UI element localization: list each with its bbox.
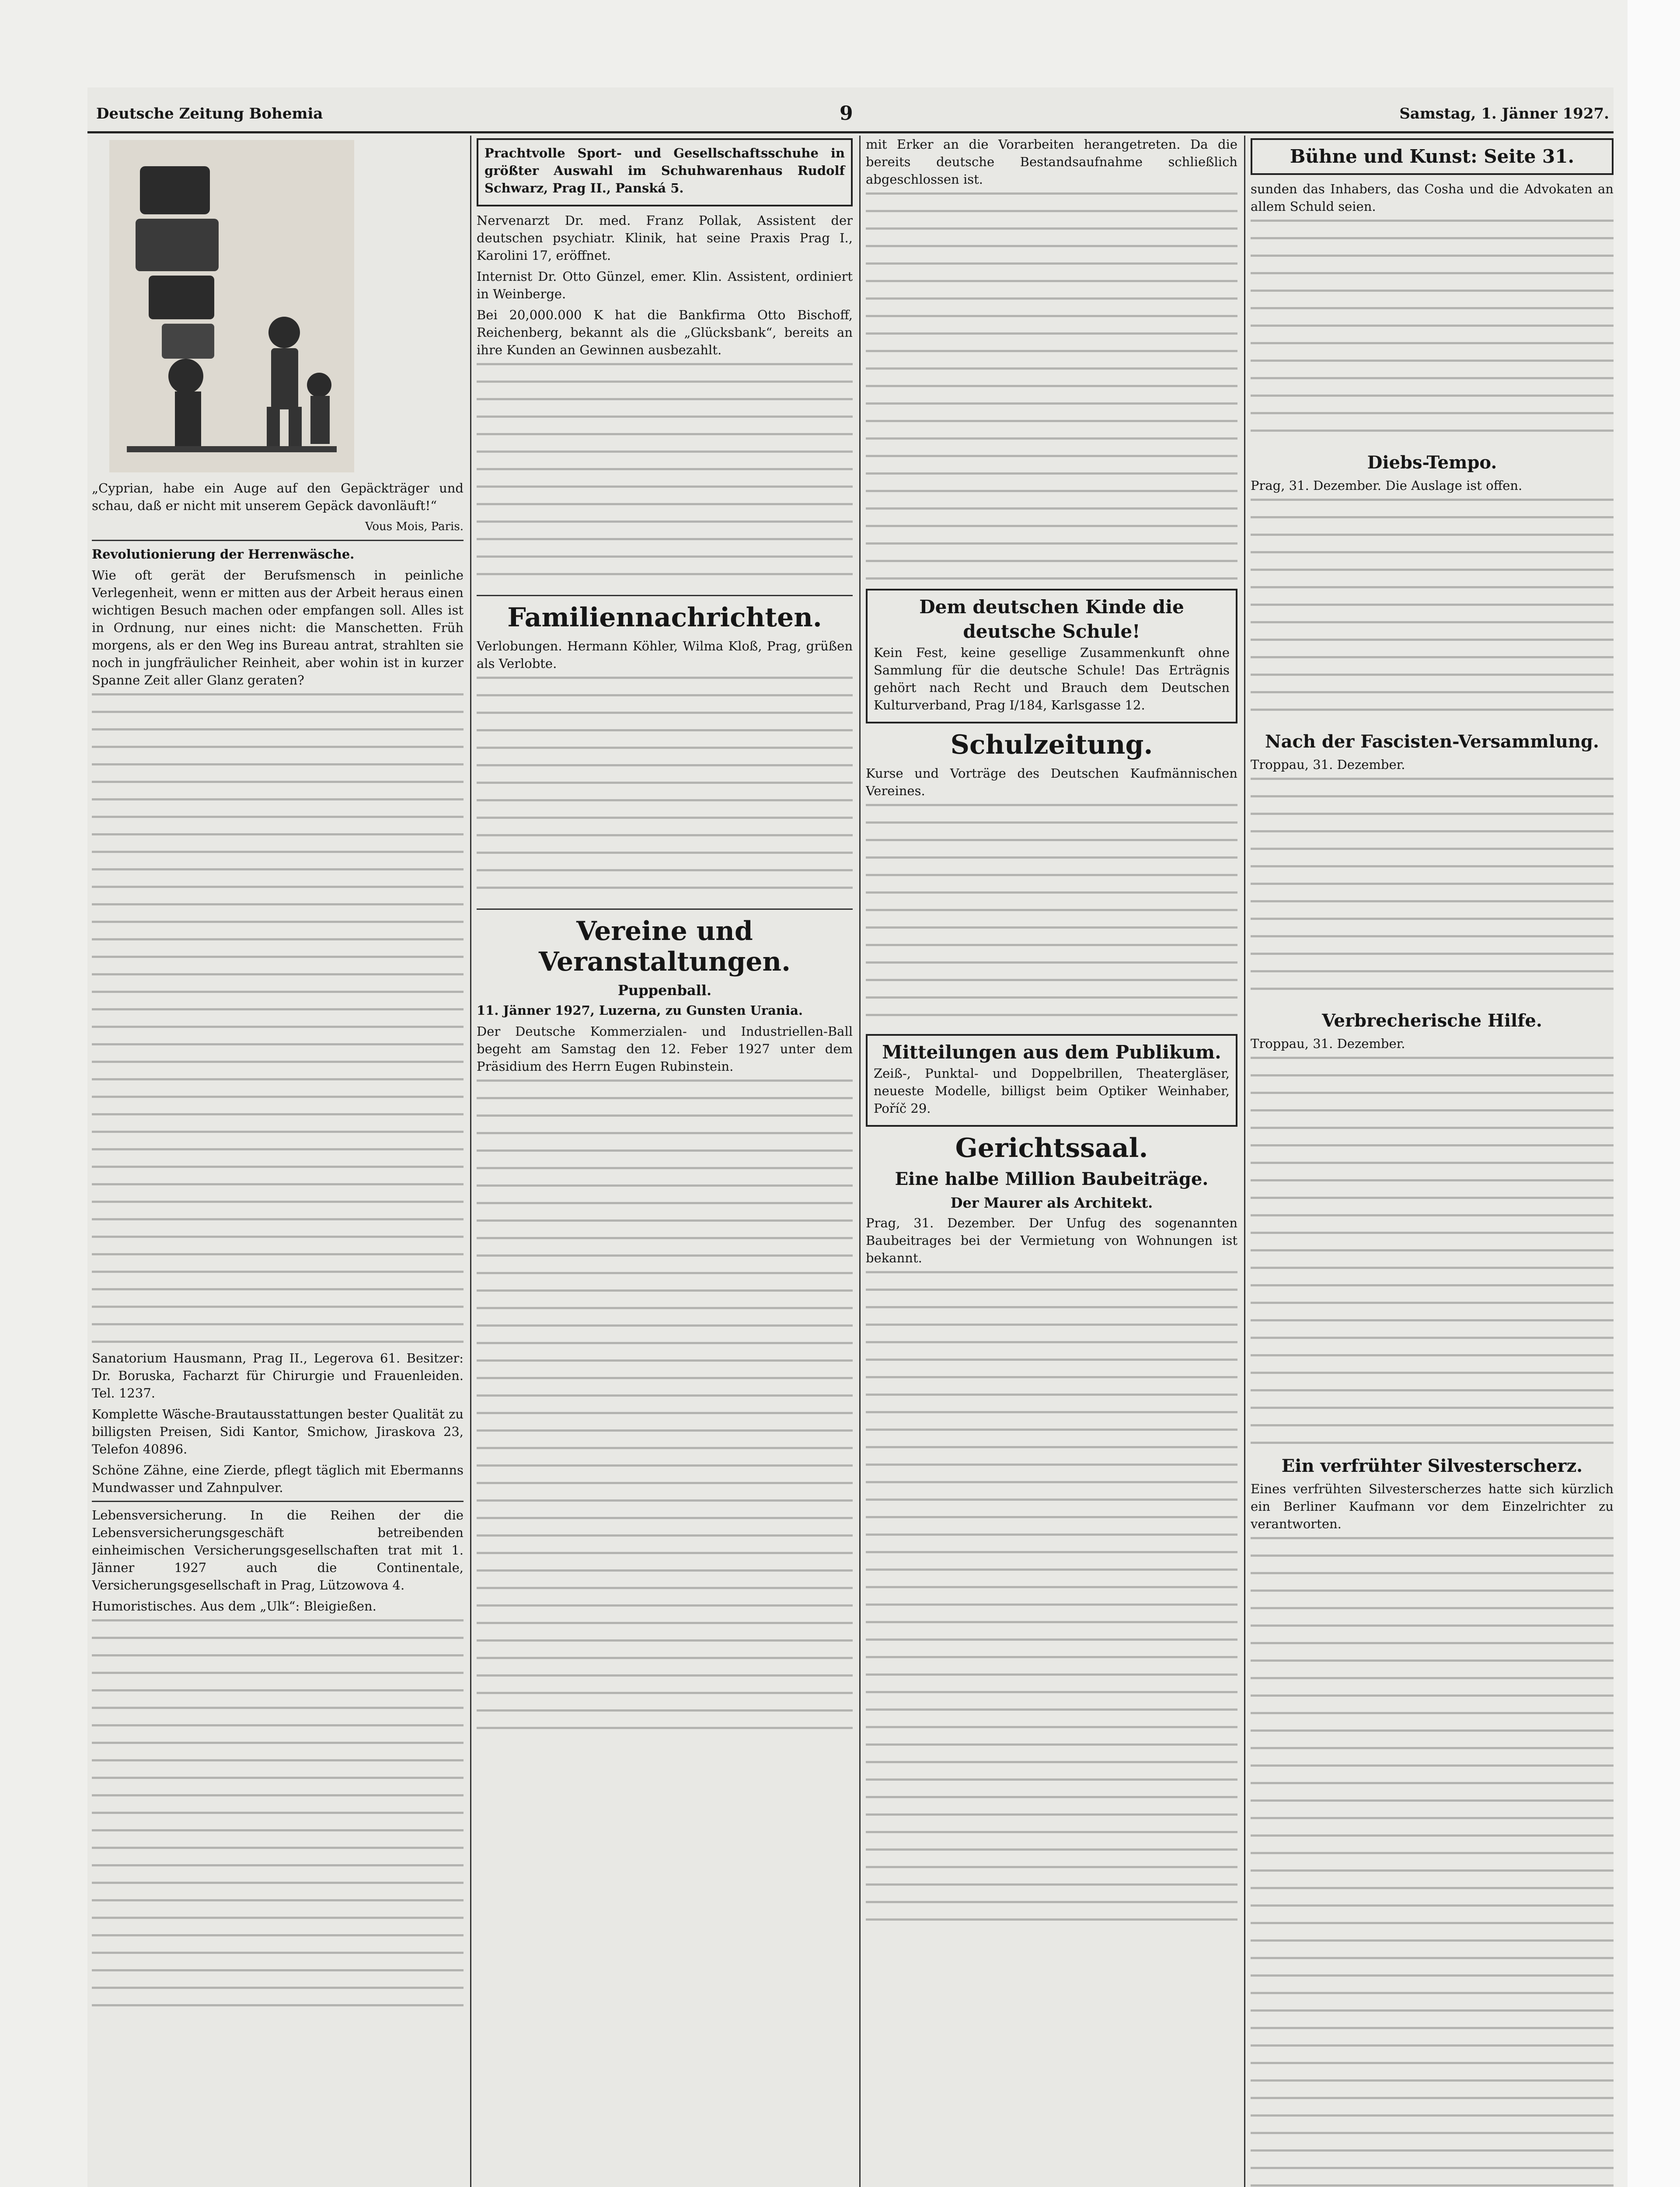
section-divider — [92, 540, 464, 541]
cartoon-luggage-porter-illustration — [109, 140, 354, 472]
scan-margin — [1628, 0, 1680, 2187]
body-text-lines — [1251, 220, 1614, 447]
puppet-ball-subheading: 11. Jänner 1927, Luzerna, zu Gunsten Urania. — [477, 1003, 803, 1018]
theater-art-reference-title: Bühne und Kunst: Seite 31. — [1290, 146, 1575, 167]
section-divider — [477, 595, 853, 596]
events-text: Der Deutsche Kommerzialen- und Industriellen-Ball begeht am Samstag den 12. Feber 1927 unter dem Präsidium des Herrn Eugen Rubinstein. — [477, 1024, 853, 1074]
court-news-heading: Gerichtssaal. — [955, 1133, 1148, 1163]
criminal-help-heading: Verbrecherische Hilfe. — [1322, 1010, 1542, 1031]
column-4-intro-text: sunden das Inhabers, das Cosha und die Advokaten an allem Schuld seien. — [1251, 182, 1614, 214]
puppet-ball-heading: Puppenball. — [617, 982, 712, 999]
issue-date: Samstag, 1. Jänner 1927. — [1399, 105, 1609, 122]
shoe-store-advertisement — [477, 138, 853, 206]
body-text-lines — [1251, 1537, 1614, 2187]
public-announcements-text: Zeiß-, Punktal- und Doppelbrillen, Theatergläser, neueste Modelle, billigst beim Optiker Weinhaber, Poříč 29. — [874, 1066, 1230, 1116]
body-text-lines — [866, 1271, 1237, 1927]
body-text-lines — [477, 677, 853, 904]
notice-humor: Humoristisches. Aus dem „Ulk“: Bleigießen. — [92, 1599, 376, 1614]
silvester-prank-text: Eines verfrühten Silvesterscherzes hatte sich kürzlich ein Berliner Kaufmann vor dem Einzelrichter zu verantworten. — [1251, 1481, 1614, 1531]
column-rule — [1244, 136, 1245, 2187]
lead-article-title: Revolutionierung der Herrenwäsche. — [92, 547, 355, 562]
notice-internist: Internist Dr. Otto Günzel, emer. Klin. Assistent, ordiniert in Weinberge. — [477, 269, 853, 301]
column-rule — [470, 136, 471, 2187]
section-divider — [92, 1501, 464, 1502]
theft-article-heading: Diebs-Tempo. — [1367, 452, 1497, 473]
cartoon-caption: „Cyprian, habe ein Auge auf den Gepäckträger und schau, daß er nicht mit unserem Gepäck davonläuft!“ — [92, 481, 464, 513]
column-4 — [1251, 136, 1614, 2187]
family-news-heading: Familiennachrichten. — [507, 602, 822, 633]
court-article-text: Prag, 31. Dezember. Der Unfug des sogenannten Baubeitrages bei der Vermietung von Wohnungen ist bekannt. — [866, 1216, 1237, 1265]
page-header — [87, 101, 1614, 133]
theater-art-reference-box — [1251, 138, 1614, 175]
newspaper-page — [87, 87, 1614, 2187]
page-number: 9 — [840, 102, 853, 125]
column-1 — [92, 136, 464, 2187]
family-news-text: Verlobungen. Hermann Köhler, Wilma Kloß, Prag, grüßen als Verlobte. — [477, 639, 853, 671]
column-3 — [866, 136, 1237, 2187]
fascist-meeting-heading: Nach der Fascisten-Versammlung. — [1265, 731, 1599, 752]
shoe-store-ad-text: Prachtvolle Sport- und Gesellschaftsschuhe in größter Auswahl im Schuhwarenhaus Rudolf Schwarz, Prag II., Panská 5. — [484, 146, 845, 196]
criminal-help-text: Troppau, 31. Dezember. — [1251, 1036, 1405, 1051]
body-text-lines — [1251, 778, 1614, 1005]
notice-trousseau: Komplette Wäsche-Brautausstattungen bester Qualität zu billigsten Preisen, Sidi Kantor, Smichow, Jiraskova 23, Telefon 40896. — [92, 1407, 464, 1457]
court-article-subtitle: Der Maurer als Architekt. — [950, 1195, 1153, 1211]
masthead: Deutsche Zeitung Bohemia — [96, 105, 323, 122]
notice-sanatorium: Sanatorium Hausmann, Prag II., Legerova 61. Besitzer: Dr. Boruska, Facharzt für Chirurgie und Frauenleiden. Tel. 1237. — [92, 1351, 464, 1401]
school-news-heading: Schulzeitung. — [950, 730, 1153, 760]
notice-lottery-bank: Bei 20,000.000 K hat die Bankfirma Otto Bischoff, Reichenberg, bekannt als die „Glücksbank“, bereits an ihre Kunden an Gewinnen ausbezahlt. — [477, 307, 853, 357]
german-school-appeal-box — [866, 589, 1237, 723]
section-divider — [477, 908, 853, 910]
body-text-lines — [477, 363, 853, 590]
notice-mouthwash: Schöne Zähne, eine Zierde, pflegt täglich mit Ebermanns Mundwasser und Zahnpulver. — [92, 1463, 464, 1495]
body-text-lines — [477, 1080, 853, 1736]
column-3-top-text: mit Erker an die Vorarbeiten herangetreten. Da die bereits deutsche Bestandsaufnahme schließlich abgeschlossen ist. — [866, 137, 1237, 187]
body-text-lines — [92, 1619, 464, 2013]
body-text-lines — [1251, 499, 1614, 726]
court-article-title: Eine halbe Million Baubeiträge. — [895, 1169, 1209, 1189]
column-rule — [859, 136, 861, 2187]
school-news-text: Kurse und Vorträge des Deutschen Kaufmännischen Vereines. — [866, 766, 1237, 798]
cartoon-credit: Vous Mois, Paris. — [365, 520, 464, 533]
public-announcements-box — [866, 1034, 1237, 1127]
notice-insurance: Lebensversicherung. In die Reihen der die Lebensversicherungsgeschäft betreibenden einheimischen Versicherungsgesellschaften trat mit 1. Jänner 1927 auch die Continentale, Versicherungsgesellschaft in Prag, Lützowova 4. — [92, 1508, 464, 1593]
body-text-lines — [866, 804, 1237, 1031]
fascist-meeting-text: Troppau, 31. Dezember. — [1251, 757, 1405, 772]
theft-article-text: Prag, 31. Dezember. Die Auslage ist offen. — [1251, 478, 1523, 493]
events-heading: Vereine und Veranstaltungen. — [538, 916, 791, 977]
column-2 — [477, 136, 853, 2187]
body-text-lines — [866, 192, 1237, 586]
german-school-appeal-text: Kein Fest, keine gesellige Zusammenkunft ohne Sammlung für die deutsche Schule! Das Erträgnis gehört nach Recht und Brauch dem Deutschen Kulturverband, Prag I/184, Karlsgasse 12. — [874, 645, 1230, 713]
body-text-lines — [92, 693, 464, 1349]
notice-nervenarzt: Nervenarzt Dr. med. Franz Pollak, Assistent der deutschen psychiatr. Klinik, hat seine Praxis Prag I., Karolini 17, eröffnet. — [477, 213, 853, 263]
german-school-appeal-title: Dem deutschen Kinde die deutsche Schule! — [919, 596, 1184, 642]
lead-article-text: Wie oft gerät der Berufsmensch in peinliche Verlegenheit, wenn er mitten aus der Arbeit heraus einen wichtigen Besuch machen oder empfangen soll. Alles ist in Ordnung, nur eines nicht: die Manschetten. Früh morgens, als er den Weg ins Bureau antrat, strahlten sie noch in jungfräulicher Reinheit, aber wohin ist in kurzer Spanne Zeit aller Glanz geraten? — [92, 568, 464, 688]
silvester-prank-heading: Ein verfrühter Silvesterscherz. — [1281, 1456, 1583, 1476]
public-announcements-title: Mitteilungen aus dem Publikum. — [882, 1041, 1221, 1063]
body-text-lines — [1251, 1057, 1614, 1450]
